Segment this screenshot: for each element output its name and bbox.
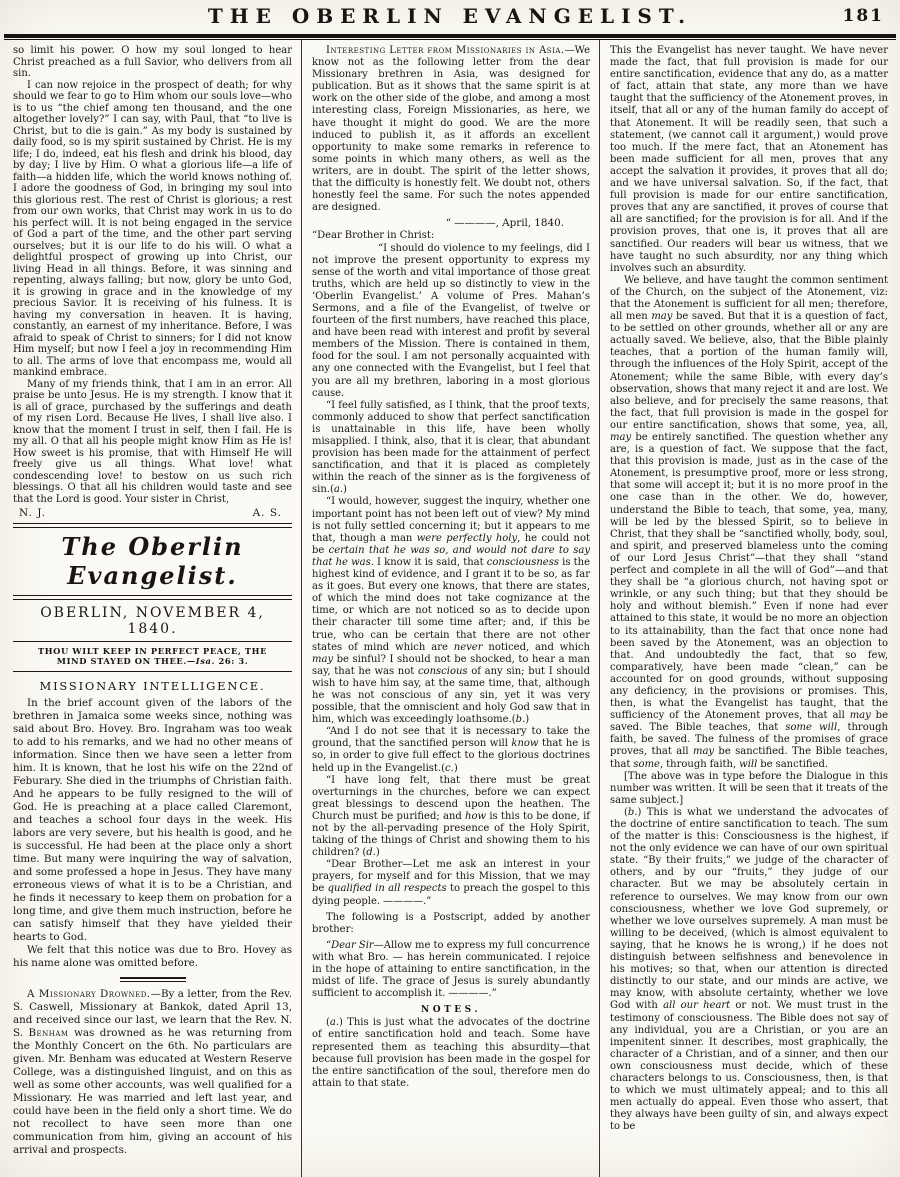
nameplate-rule-bottom	[13, 595, 292, 600]
nameplate-rule-top	[13, 523, 292, 528]
letter-continuation-paragraph: so limit his power. O how my soul longed to hear Christ preached as a full Savior, who delivers from all sin.	[13, 45, 292, 79]
motto-rule	[13, 671, 292, 672]
issue-dateline: OBERLIN, NOVEMBER 4, 1840.	[40, 605, 265, 637]
editorial-bracket-note: [The above was in type before the Dialogue in this number was written. It will be seen that it treats of the same subject.]	[610, 770, 888, 806]
column-2	[301, 40, 599, 1177]
masthead-rule-thick	[4, 34, 896, 38]
letter-paragraph: Many of my friends think, that I am in an error. All praise be unto Jesus. He is my strength. I know that it is all of grace, purchased by the sufferings and death of my risen Lord. Because He lives, I shall live also. I know that the moment I trust in self, then I fail. He is my all. O that all his people might know Him as He is! How sweet is his promise, that with Himself He will freely give us all things. What love! what condescending love! to bestow on us such rich blessings. O that all his children would taste and see that the Lord is good. Your sister in Christ,	[13, 378, 292, 505]
page-columns	[0, 40, 900, 1177]
letter-paragraph: “I should do violence to my feelings, did I not improve the present opportunity to express my sense of the worth and vital importance of those great truths, which are held up so distinctly to view in the ‘Oberlin Evangelist.’ A volume of Pres. Mahan’s Sermons, and a file of the Evangelist, of twelve or fourteen of the first numbers, have reached this place, and have been read with interest and profit by several members of the Mission. There is contained in them, food for the soul. I am not personally acquainted with any one connected with the Evangelist, but I feel that you are all my brethren, laboring in a most glorious cause.	[312, 242, 590, 399]
note-a-continuation-paragraph: This the Evangelist has never taught. We have never made the fact, that full provision is made for our entire sanctification, evidence that any do, as a matter of fact, attain that state, any more than we have taught that the sufficiency of the Atonement proves, in itself, that all or any of the human family do accept of that Atonement. It will be readily seen, that such a statement, (we cannot call it argument,) would prove too much. If the mere fact, that an Atonement has been made sufficient for all men, proves that any accept the salvation it provides, it proves that all do; and we have universal salvation. So, if the fact, that full provision is made for our entire sanctification, proves that any are sanctified, it proves of course that all are sanctified; for the provision is for all. And if the provision proves, that one is, it proves that all are sanctified. Our readers will bear us witness, that we have taught no such absurdity, nor any thing which involves such an absurdity.	[610, 45, 888, 274]
editorial-paragraph: We believe, and have taught the common sentiment of the Church, on the subject of the Atonement, viz: that the Atonement is sufficient for all men; therefore, all men may be saved. But that it is a question of fact, to be settled on other grounds, whether all or any are actually saved. We believe, also, that the Bible plainly teaches, that a portion of the human family will, through the influences of the Holy Spirit, accept of the Atonement; while the same Bible, with every day’s observation, shows that many reject it and are lost. We also believe, and for precisely the same reasons, that the fact, that full provision is made in the gospel for our entire sanctification, shows that some, yea, all, may be entirely sanctified. The question whether any are, is a question of fact. We suppose that the fact, that this provision is made, just as in the case of the Atonement, is presumptive proof, more or less strong, that some will accept it; but it is no more proof in the one case than in the other. We do, however, understand the Bible to teach, that some, yea, many, will be led by the blessed Spirit, so to believe in Christ, that they shall be “sanctified wholly, body, soul, and spirit, and preserved blameless unto the coming of our Lord Jesus Christ”—that they shall “stand perfect and complete in all the will of God”—and that they shall be “a glorious church, not having spot or wrinkle, or any such thing; but that they should be holy and without blemish.” Even if none had ever attained to this state, it would be no more an objection to its attainability, than the fact that once none had been saved by the Atonement, was an objection to that. And undoubtedly the fact, that so few, comparatively, have been made “clean,” can be accounted for on good grounds, without supposing any deficiency, in the provisions or promises. This, then, is what the Evangelist has taught, that the sufficiency of the Atonement proves, that all may be saved. The Bible teaches, that some will, through faith, be saved. The fulness of the promises of grace proves, that all may be sanctified. The Bible teaches, that some, through faith, will be sanctified.	[610, 274, 888, 770]
masthead	[0, 0, 900, 32]
article-paragraph: A Missionary Drowned.—By a letter, from the Rev. S. Caswell, Missionary at Bankok, dated April 13, and received since our last, we learn that the Rev. N. S. Benham was drowned as he was returning from the Monthly Concert on the 6th. No particulars are given. Mr. Benham was educated at Western Reserve College, was a distinguished linguist, and on this as well as some other accounts, was well qualified for a Missionary. He was married and left last year, and could have been in the field only a short time. We do not recollect to have seen more than one communication from him, giving an account of his arrival and prospects.	[13, 988, 292, 1156]
letter-paragraph: “I feel fully satisfied, as I think, that the proof texts, commonly adduced to show that perfect sanctification is unattainable in this life, have been wholly misapplied. I think, also, that it is clear, that abundant provision has been made for the attainment of perfect sanctification, and that it is placed as completely within the reach of the sinner as is the forgiveness of sin.(a.)	[312, 399, 590, 496]
letter-paragraph: “I have long felt, that there must be great overturnings in the churches, before we can expect great blessings to descend upon the heathen. The Church must be purified; and how is this to be done, if not by the all-pervading presence of the Holy Spirit, taking of the things of Christ and showing them to his children? (d.)	[312, 774, 590, 859]
column-1	[3, 40, 301, 1177]
letter-paragraph: “I would, however, suggest the inquiry, whether one important point has not been left out of view? My mind is not fully settled concerning it; but it appears to me that, though a man were perfectly holy, he could not be certain that he was so, and would not dare to say that he was. I know it is said, that consciousness is the highest kind of evidence, and I grant it to be so, as far as it goes. But every one knows, that there are states, of which the mind does not take cognizance at the time, or which are not noticed so as to decide upon their character till some time after; and, if this be true, who can be certain that there are not other states of mind which are never noticed, and which may be sinful? I should not be shocked, to hear a man say, that he was not conscious of any sin; but I should wish to have him say, at the same time, that, although he was not conscious of any sin, yet it was very possible, that the omniscient and holy God saw that in him, which was exceedingly loathsome.(b.)	[312, 496, 591, 726]
letter-paragraph: “Dear Brother—Let me ask an interest in your prayers, for myself and for this Mission, that we may be qualified in all respects to preach the gospel to this dying people. ————.”	[312, 859, 590, 907]
article-paragraph: We felt that this notice was due to Bro. Hovey as his name alone was omitted before.	[13, 944, 292, 969]
postscript-introduction: The following is a Postscript, added by another brother:	[312, 911, 590, 935]
masthead-title: THE OBERLIN EVANGELIST.	[207, 4, 693, 28]
missionary-drowned-article	[13, 988, 292, 1157]
note-b-paragraph: (b.) This is what we understand the advocates of the doctrine of entire sanctification to teach. The sum of the matter is this: Consciousness is the highest, if not the only evidence we can have of our own spiritual state. “By their fruits,” we judge of the character of others, and by our “fruits,” they judge of our character. But we may be absolutely certain in reference to ourselves. We may know from our own consciousness, whether we love God supremely, or whether we love ourselves supremely. A man must be willing to be deceived, (which is almost equivalent to saying, that he knows he is wrong,) if he does not distinguish between selfishness and benevolence in his motives; so that, when our attention is directed distinctly to our state, and our minds are active, we may know, with absolute certainty, whether we love God with all our heart or not. We must trust in the testimony of consciousness. The Bible does not say of any individual, you are a Christian, or you are an impenitent sinner. It describes, most graphically, the character of a Christian, and of a sinner, and then our own consciousness must decide, which of these characters belongs to us. Consciousness, then, is that to which we must ultimately appeal; and to this all men actually do appeal. Even those who assert, that they always have been guilty of sin, and always expect to be	[610, 806, 888, 1133]
signature-row	[13, 505, 292, 522]
notes-heading: NOTES.	[421, 1005, 481, 1016]
nameplate: The Oberlin Evangelist.	[61, 532, 244, 590]
section-heading-missionary-intelligence: MISSIONARY INTELLIGENCE.	[39, 679, 266, 693]
note-a-paragraph: (a.) This is just what the advocates of the doctrine of entire sanctification hold and teach. Some have represented them as teaching this absurdity—that because full provision has been made in the gospel for the entire sanctification of the soul, therefore men do attain to that state.	[312, 1017, 590, 1089]
page-number: 181	[842, 6, 884, 26]
editor-introduction-paragraph: Interesting Letter from Missionaries in Asia.—We know not as the following letter from the dear Missionary brethren in Asia, was designed for publication. But as it shows that the same spirit is at work on the other side of the globe, and among a most interesting class, Foreign Missionaries, as here, we have thought it might do good. We are the more induced to publish it, as it affords an excellent opportunity to make some remarks in reference to some points in which many others, as well as the writers, are in doubt. The spirit of the letter shows, that the difficulty is honestly felt. We doubt not, others honestly feel the same. For such the notes appended are designed.	[312, 45, 590, 214]
signature-initials-left: N. J.	[19, 507, 46, 519]
dateline-rule	[13, 641, 292, 642]
letter-paragraph: I can now rejoice in the prospect of death; for why should we fear to go to Him whom our souls love—who is to us “the chief among ten thousand, and the one altogether lovely?” I can say, with Paul, that “to live is Christ, but to die is gain.” As my body is sustained by daily food, so is my spirit sustained by Christ. He is my life; I do, indeed, eat his flesh and drink his blood, day by day; I live by Him. O what a glorious life—a life of faith—a hidden life, which the world knows nothing of. I adore the goodness of God, in bringing my soul into this glorious rest. The rest of Christ is glorious; a rest from our own works, that Christ may work in us to do his perfect will. It is not being engaged in the service of God a part of the time, and the other part serving ourselves; but it is our life to do his will. O what a delightful prospect of growing up into Christ, our living Head in all things. Before, it was sinning and repenting, always falling; but now, glory be unto God, it is growing in grace and in the knowledge of my precious Savior. It is receiving of his fulness. It is having my conversation in heaven. It is having, constantly, an earnest of my inheritance. Before, I was afraid to speak of Christ to sinners; for I did not know Him myself; but now I feel a joy in recommending Him to all. The arms of love that encompass me, would all mankind embrace.	[13, 79, 292, 378]
letter-salutation: “Dear Brother in Christ:	[312, 230, 435, 242]
missionary-intelligence-article	[13, 697, 292, 970]
letter-paragraph: “And I do not see that it is necessary to take the ground, that the sanctified person will know that he is so, in order to give full effect to the glorious doctrines held up in the Evangelist.(c.)	[312, 726, 590, 774]
scripture-motto: THOU WILT KEEP IN PERFECT PEACE, THE MIND STAYED ON THEE.—Isa. 26: 3.	[37, 646, 268, 666]
column-3	[599, 40, 897, 1177]
article-divider	[120, 977, 186, 982]
signature-initials-right: A. S.	[252, 507, 282, 519]
letter-dateline: “ ————, April, 1840.	[445, 217, 564, 230]
article-paragraph: In the brief account given of the labors of the brethren in Jamaica some weeks since, nothing was said about Bro. Hovey. Bro. Ingraham was too weak to add to his remarks, and we had no other means of information. Since then we have seen a letter from him. It is known, that he lost his wife on the 22nd of Feburary. She died in the triumphs of Christian faith. And he appears to be fully resigned to the will of God. He is preaching at a place called Claremont, and teaches a school four days in the week. His labors are very severe, but his health is good, and he is successful. He had been at the place only a short time. But many were inquiring the way of salvation, and some professed a hope in Jesus. They have many erroneous views of what it is to be a Christian, and he finds it necessary to keep them on probation for a long time, and give them much instruction, before he can satisfy himself that they have yielded their hearts to God.	[13, 697, 292, 943]
postscript-paragraph: “Dear Sir—Allow me to express my full concurrence with what Bro. — has herein communicated. I rejoice in the hope of attaining to entire sanctification, in the midst of life. The grace of Jesus is surely abundantly sufficient to accomplish it. ————.”	[312, 939, 590, 1000]
